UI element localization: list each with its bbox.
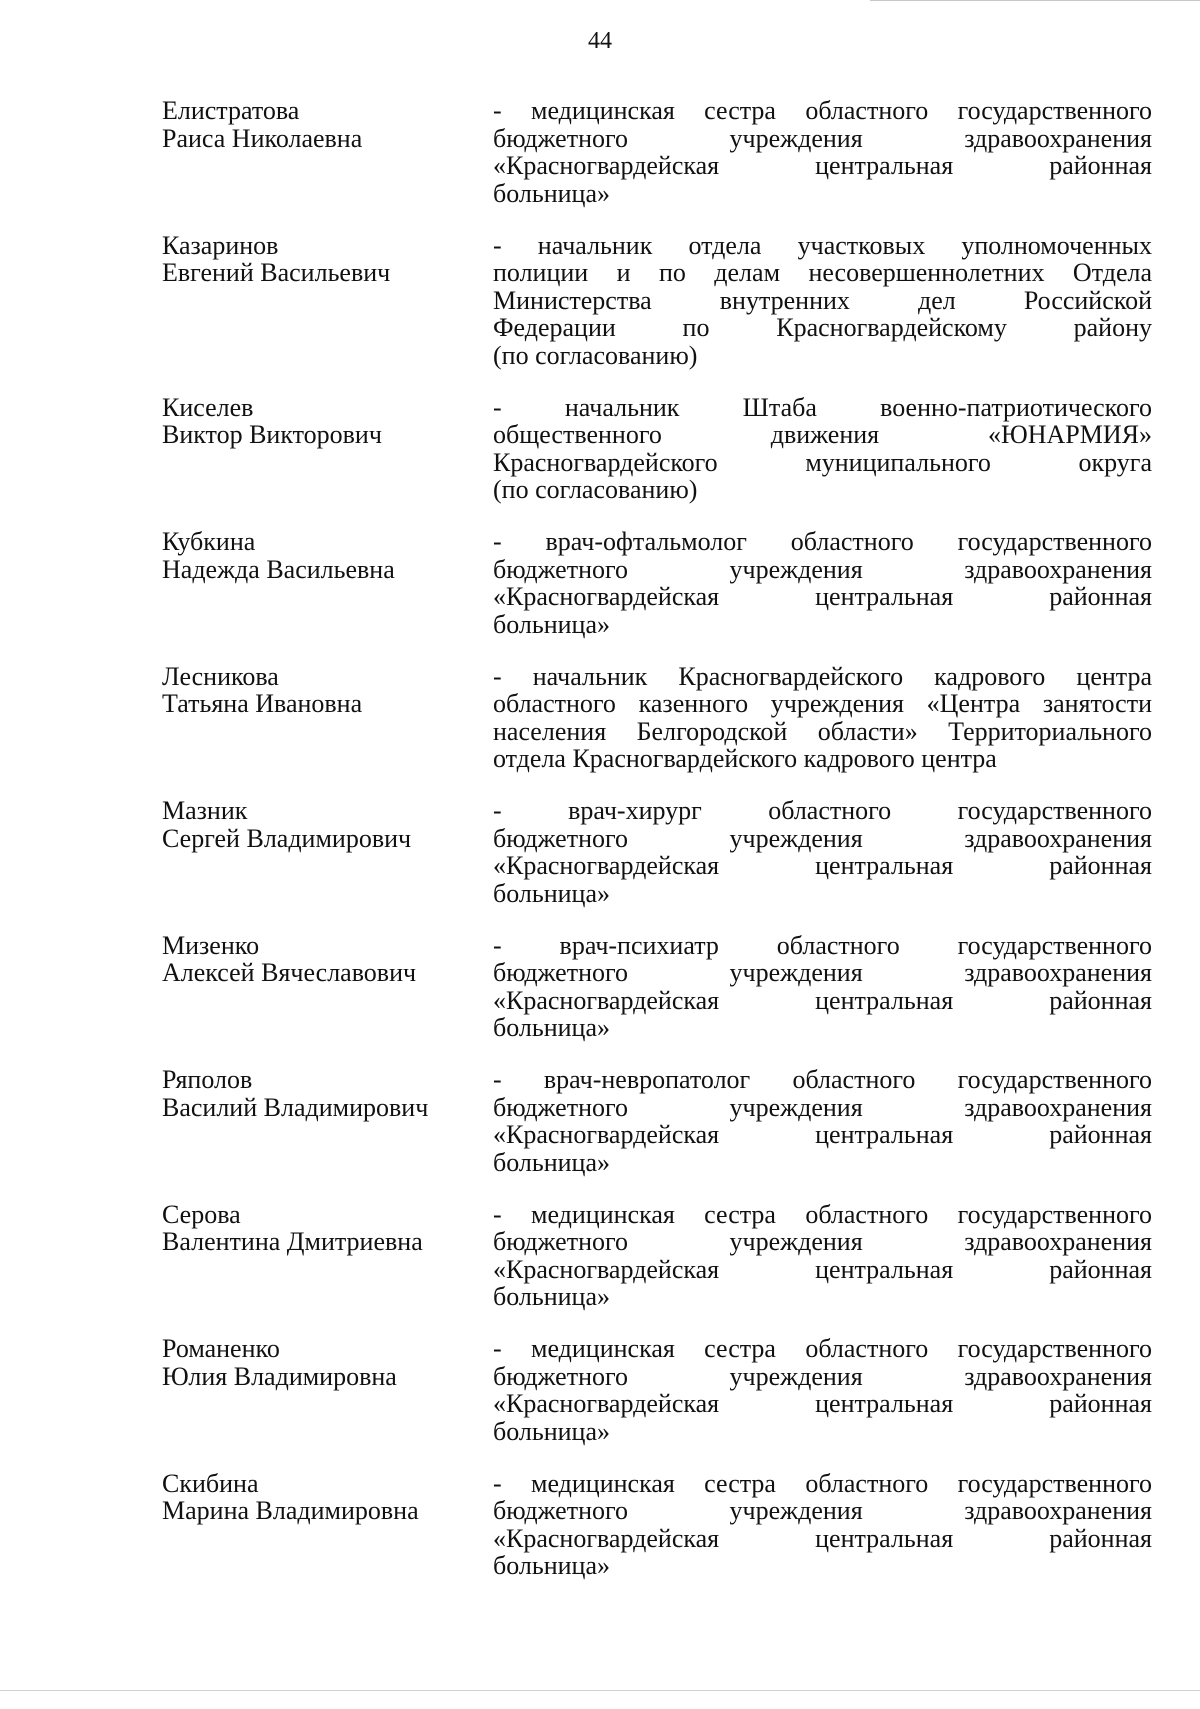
member-given-names: Юлия Владимировна <box>162 1361 397 1391</box>
member-surname: Казаринов <box>162 230 279 260</box>
member-surname: Елистратова <box>162 96 300 125</box>
member-given-names: Виктор Викторович <box>162 420 382 449</box>
role-line: - врач-психиатр областного государственного <box>493 930 1152 960</box>
member-given-names: Раиса Николаевна <box>162 123 363 153</box>
member-surname: Ряполов <box>162 1065 253 1094</box>
member-name <box>162 663 472 718</box>
role-line: - врач-хирург областного государственного <box>493 796 1152 825</box>
role-line: Министерства внутренних дел Российской <box>493 285 1152 315</box>
member-role <box>493 394 1152 504</box>
role-line: больница» <box>493 609 610 639</box>
member-name <box>162 932 472 987</box>
role-line: Федерации по Красногвардейскому району <box>493 313 1152 342</box>
role-line: областного казенного учреждения «Центра занятости <box>493 689 1152 718</box>
member-given-names: Валентина Дмитриевна <box>162 1227 423 1256</box>
member-name <box>162 394 472 449</box>
member-given-names: Евгений Васильевич <box>162 258 391 287</box>
member-role <box>493 797 1152 907</box>
role-line: Красногвардейского муниципального округа <box>493 447 1152 477</box>
member-role <box>493 663 1152 773</box>
member-name <box>162 1201 472 1256</box>
member-surname: Серова <box>162 1199 241 1229</box>
list-item <box>0 1335 1200 1470</box>
role-line: - врач-офтальмолог областного государственного <box>493 527 1152 556</box>
role-line: «Красногвардейская центральная районная <box>493 151 1152 180</box>
role-line: (по согласованию) <box>493 340 698 370</box>
role-line: бюджетного учреждения здравоохранения <box>493 123 1152 153</box>
member-name <box>162 797 472 852</box>
member-name <box>162 232 472 287</box>
role-line: - медицинская сестра областного государственного <box>493 96 1152 125</box>
member-given-names: Марина Владимировна <box>162 1496 419 1525</box>
list-item <box>0 932 1200 1067</box>
list-item <box>0 1201 1200 1336</box>
role-line: «Красногвардейская центральная районная <box>493 1389 1152 1418</box>
member-surname: Мазник <box>162 796 248 825</box>
role-line: - начальник отдела участковых уполномоченных <box>493 230 1152 260</box>
role-line: - медицинская сестра областного государственного <box>493 1334 1152 1363</box>
role-line: бюджетного учреждения здравоохранения <box>493 1092 1152 1122</box>
role-line: бюджетного учреждения здравоохранения <box>493 1496 1152 1525</box>
role-line: «Красногвардейская центральная районная <box>493 582 1152 611</box>
member-role <box>493 1201 1152 1311</box>
member-role <box>493 97 1152 207</box>
list-item <box>0 394 1200 529</box>
role-line: - медицинская сестра областного государственного <box>493 1199 1152 1229</box>
role-line: «Красногвардейская центральная районная <box>493 1254 1152 1284</box>
member-role <box>493 232 1152 370</box>
list-item <box>0 663 1200 798</box>
role-line: бюджетного учреждения здравоохранения <box>493 958 1152 987</box>
role-line: населения Белгородской области» Территориального <box>493 716 1152 746</box>
role-line: «Красногвардейская центральная районная <box>493 851 1152 880</box>
member-surname: Лесникова <box>162 661 279 691</box>
list-item <box>0 797 1200 932</box>
member-given-names: Татьяна Ивановна <box>162 689 363 718</box>
list-item <box>0 1470 1200 1605</box>
role-line: больница» <box>493 1282 610 1311</box>
member-given-names: Василий Владимирович <box>162 1092 429 1122</box>
page-number: 44 <box>588 28 612 54</box>
role-line: - медицинская сестра областного государственного <box>493 1468 1152 1498</box>
role-line: - врач-невропатолог областного государственного <box>493 1065 1152 1094</box>
member-role <box>493 1335 1152 1445</box>
member-name <box>162 1066 472 1121</box>
member-surname: Скибина <box>162 1468 259 1498</box>
member-surname: Кубкина <box>162 527 256 556</box>
role-line: «Красногвардейская центральная районная <box>493 1523 1152 1553</box>
role-line: больница» <box>493 178 610 208</box>
role-line: общественного движения «ЮНАРМИЯ» <box>493 420 1152 449</box>
member-list <box>0 97 1200 1604</box>
member-surname: Киселев <box>162 392 254 422</box>
role-line: больница» <box>493 1147 610 1177</box>
member-given-names: Сергей Владимирович <box>162 823 412 853</box>
member-given-names: Надежда Васильевна <box>162 554 395 584</box>
role-line: «Красногвардейская центральная районная <box>493 1120 1152 1149</box>
role-line: «Красногвардейская центральная районная <box>493 985 1152 1015</box>
member-given-names: Алексей Вячеславович <box>162 958 417 987</box>
list-item <box>0 528 1200 663</box>
member-role <box>493 1066 1152 1176</box>
role-line: (по согласованию) <box>493 475 698 504</box>
role-line: отдела Красногвардейского кадрового центра <box>493 744 997 773</box>
list-item <box>0 1066 1200 1201</box>
list-item <box>0 97 1200 232</box>
member-name <box>162 97 472 152</box>
role-line: бюджетного учреждения здравоохранения <box>493 823 1152 853</box>
member-surname: Романенко <box>162 1334 280 1363</box>
role-line: - начальник Штаба военно-патриотического <box>493 392 1152 422</box>
member-role <box>493 932 1152 1042</box>
role-line: полиции и по делам несовершеннолетних Отдела <box>493 258 1152 287</box>
role-line: бюджетного учреждения здравоохранения <box>493 1227 1152 1256</box>
role-line: больница» <box>493 1416 610 1446</box>
role-line: бюджетного учреждения здравоохранения <box>493 1361 1152 1391</box>
scan-artifact <box>0 1690 1200 1691</box>
role-line: больница» <box>493 1551 610 1580</box>
scan-artifact <box>870 0 1200 1</box>
role-line: больница» <box>493 1013 610 1042</box>
role-line: больница» <box>493 878 610 908</box>
list-item <box>0 232 1200 394</box>
member-role <box>493 528 1152 638</box>
member-name <box>162 528 472 583</box>
member-role <box>493 1470 1152 1580</box>
member-name <box>162 1470 472 1525</box>
member-name <box>162 1335 472 1390</box>
role-line: бюджетного учреждения здравоохранения <box>493 554 1152 584</box>
role-line: - начальник Красногвардейского кадрового центра <box>493 661 1152 691</box>
member-surname: Мизенко <box>162 930 260 960</box>
